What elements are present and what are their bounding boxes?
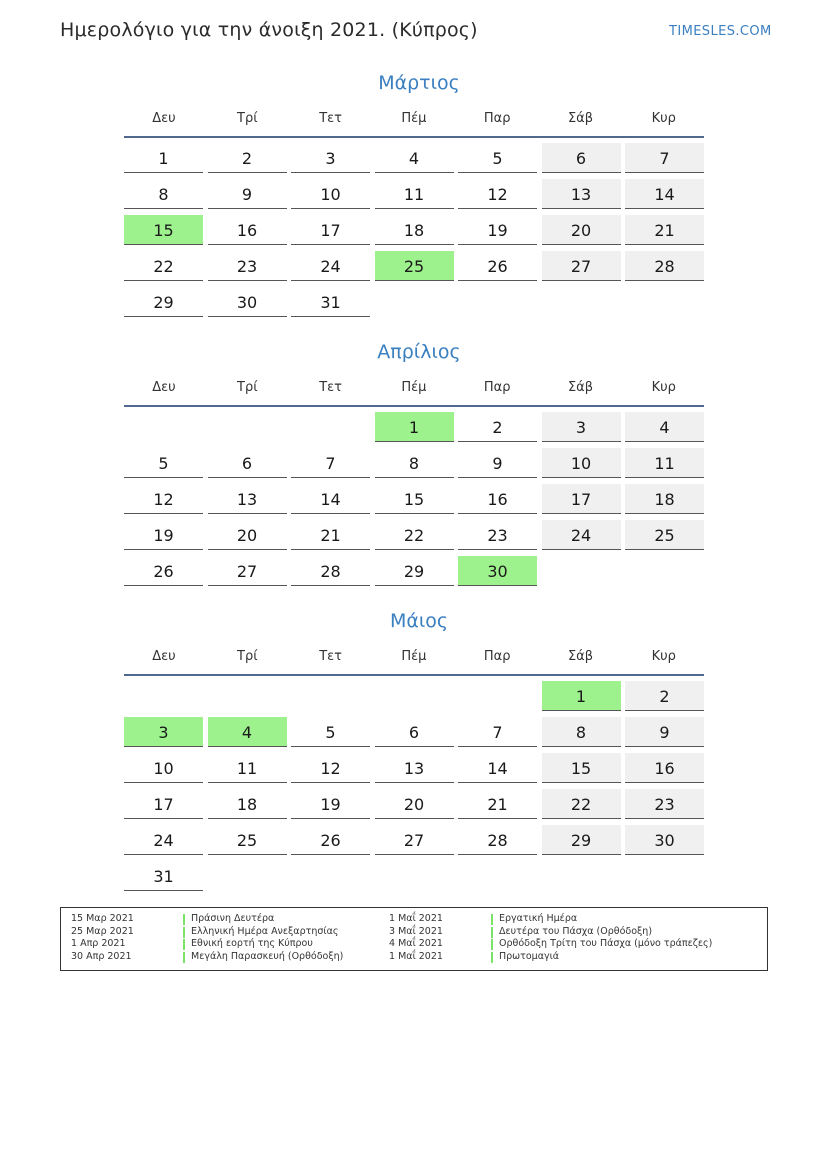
empty-day-cell xyxy=(542,556,621,585)
weekday-label: Σάβ xyxy=(567,380,594,395)
legend-holiday-name: Ορθόδοξη Τρίτη του Πάσχα (μόνο τράπεζες) xyxy=(499,938,713,950)
empty-day-cell xyxy=(375,861,454,890)
legend-marker xyxy=(183,914,185,925)
legend-marker xyxy=(491,927,493,938)
day-cell: 18 xyxy=(375,215,454,245)
empty-day-cell xyxy=(625,556,704,585)
legend-date: 15 Μαρ 2021 xyxy=(71,913,134,924)
empty-day-cell xyxy=(458,861,537,890)
month-calendar xyxy=(124,337,704,586)
brand-link[interactable]: TIMESLES.COM xyxy=(669,24,772,39)
day-cell: 15 xyxy=(124,215,203,245)
day-cell: 19 xyxy=(124,520,203,550)
weekday-label: Σάβ xyxy=(567,111,594,126)
empty-day-cell xyxy=(625,287,704,316)
day-cell: 1 xyxy=(542,681,621,711)
day-cell: 17 xyxy=(124,789,203,819)
day-cell: 12 xyxy=(291,753,370,783)
day-cell: 30 xyxy=(208,287,287,317)
empty-day-cell xyxy=(291,681,370,710)
day-cell: 28 xyxy=(291,556,370,586)
weekday-label: Πέμ xyxy=(401,649,427,664)
empty-day-cell xyxy=(375,681,454,710)
weekday-label: Δευ xyxy=(152,380,176,395)
legend-row xyxy=(389,938,759,951)
legend-row xyxy=(389,926,759,939)
day-grid xyxy=(124,143,704,317)
day-cell: 11 xyxy=(375,179,454,209)
day-cell: 25 xyxy=(208,825,287,855)
day-cell: 2 xyxy=(625,681,704,711)
legend-marker xyxy=(183,939,185,950)
day-cell: 9 xyxy=(458,448,537,478)
day-cell: 28 xyxy=(458,825,537,855)
legend-marker xyxy=(491,914,493,925)
day-cell: 10 xyxy=(291,179,370,209)
day-cell: 21 xyxy=(458,789,537,819)
day-cell: 12 xyxy=(458,179,537,209)
legend-date: 1 Μαΐ 2021 xyxy=(389,913,443,924)
day-cell: 31 xyxy=(124,861,203,891)
day-cell: 23 xyxy=(625,789,704,819)
day-cell: 19 xyxy=(458,215,537,245)
day-cell: 14 xyxy=(458,753,537,783)
day-cell: 13 xyxy=(375,753,454,783)
weekday-label: Τετ xyxy=(319,649,342,664)
day-cell: 22 xyxy=(124,251,203,281)
month-calendar xyxy=(124,606,704,891)
day-cell: 8 xyxy=(124,179,203,209)
empty-day-cell xyxy=(291,412,370,441)
day-grid xyxy=(124,412,704,586)
day-cell: 27 xyxy=(542,251,621,281)
legend-marker xyxy=(183,952,185,963)
legend-row xyxy=(71,951,371,964)
weekday-label: Σάβ xyxy=(567,649,594,664)
day-cell: 20 xyxy=(375,789,454,819)
empty-day-cell xyxy=(208,861,287,890)
day-cell: 4 xyxy=(375,143,454,173)
weekday-label: Κυρ xyxy=(651,111,676,126)
day-cell: 29 xyxy=(124,287,203,317)
legend-date: 30 Απρ 2021 xyxy=(71,951,132,963)
day-cell: 18 xyxy=(208,789,287,819)
day-cell: 5 xyxy=(458,143,537,173)
day-cell: 21 xyxy=(291,520,370,550)
legend-marker xyxy=(491,952,493,963)
month-name: Μάιος xyxy=(389,610,449,632)
day-cell: 22 xyxy=(375,520,454,550)
day-cell: 20 xyxy=(542,215,621,245)
day-cell: 12 xyxy=(124,484,203,514)
day-cell: 22 xyxy=(542,789,621,819)
month-name: Μάρτιος xyxy=(378,72,460,94)
empty-day-cell xyxy=(542,287,621,316)
day-cell: 3 xyxy=(542,412,621,442)
month-calendar xyxy=(124,68,704,317)
legend-date: 25 Μαρ 2021 xyxy=(71,925,134,937)
weekday-label: Τρί xyxy=(237,111,258,126)
day-cell: 11 xyxy=(208,753,287,783)
day-cell: 17 xyxy=(542,484,621,514)
day-cell: 16 xyxy=(458,484,537,514)
weekday-label: Κυρ xyxy=(651,380,676,395)
day-cell: 19 xyxy=(291,789,370,819)
weekday-label: Παρ xyxy=(483,380,511,395)
empty-day-cell xyxy=(458,287,537,316)
day-cell: 11 xyxy=(625,448,704,478)
weekday-label: Πέμ xyxy=(401,380,427,395)
weekday-header xyxy=(124,108,704,138)
month-name: Απρίλιος xyxy=(377,341,461,363)
weekday-label: Κυρ xyxy=(651,649,676,664)
day-cell: 13 xyxy=(208,484,287,514)
day-cell: 27 xyxy=(375,825,454,855)
day-cell: 6 xyxy=(375,717,454,747)
day-cell: 23 xyxy=(208,251,287,281)
day-cell: 2 xyxy=(458,412,537,442)
day-cell: 14 xyxy=(291,484,370,514)
day-cell: 24 xyxy=(542,520,621,550)
weekday-label: Τρί xyxy=(237,649,258,664)
weekday-label: Δευ xyxy=(152,111,176,126)
day-cell: 1 xyxy=(375,412,454,442)
day-cell: 5 xyxy=(291,717,370,747)
page-title: Ημερολόγιο για την άνοιξη 2021. (Κύπρος) xyxy=(60,19,478,41)
legend-date: 1 Απρ 2021 xyxy=(71,938,126,950)
day-grid xyxy=(124,681,704,891)
day-cell: 15 xyxy=(542,753,621,783)
empty-day-cell xyxy=(208,412,287,441)
day-cell: 26 xyxy=(458,251,537,281)
empty-day-cell xyxy=(124,681,203,710)
day-cell: 20 xyxy=(208,520,287,550)
legend-holiday-name: Δευτέρα του Πάσχα (Ορθόδοξη) xyxy=(499,925,653,937)
empty-day-cell xyxy=(375,287,454,316)
day-cell: 6 xyxy=(542,143,621,173)
day-cell: 9 xyxy=(208,179,287,209)
legend-row xyxy=(71,938,371,951)
day-cell: 3 xyxy=(291,143,370,173)
weekday-label: Παρ xyxy=(483,111,511,126)
day-cell: 18 xyxy=(625,484,704,514)
legend-column-left xyxy=(71,913,371,964)
day-cell: 10 xyxy=(124,753,203,783)
day-cell: 5 xyxy=(124,448,203,478)
weekday-header xyxy=(124,377,704,407)
day-cell: 6 xyxy=(208,448,287,478)
day-cell: 9 xyxy=(625,717,704,747)
day-cell: 4 xyxy=(625,412,704,442)
day-cell: 28 xyxy=(625,251,704,281)
day-cell: 24 xyxy=(124,825,203,855)
empty-day-cell xyxy=(291,861,370,890)
day-cell: 16 xyxy=(208,215,287,245)
weekday-label: Τρί xyxy=(237,380,258,395)
empty-day-cell xyxy=(458,681,537,710)
day-cell: 1 xyxy=(124,143,203,173)
day-cell: 24 xyxy=(291,251,370,281)
day-cell: 30 xyxy=(458,556,537,586)
legend-holiday-name: Εργατική Ημέρα xyxy=(499,913,578,924)
day-cell: 4 xyxy=(208,717,287,747)
legend-row xyxy=(71,913,371,926)
weekday-label: Παρ xyxy=(483,649,511,664)
legend-row xyxy=(389,913,759,926)
legend-holiday-name: Ελληνική Ημέρα Ανεξαρτησίας xyxy=(191,925,339,937)
weekday-header xyxy=(124,646,704,676)
day-cell: 8 xyxy=(542,717,621,747)
legend-date: 4 Μαΐ 2021 xyxy=(389,938,443,950)
legend-marker xyxy=(183,927,185,938)
day-cell: 27 xyxy=(208,556,287,586)
day-cell: 10 xyxy=(542,448,621,478)
day-cell: 17 xyxy=(291,215,370,245)
day-cell: 26 xyxy=(124,556,203,586)
weekday-label: Τετ xyxy=(319,111,342,126)
day-cell: 29 xyxy=(375,556,454,586)
day-cell: 25 xyxy=(375,251,454,281)
empty-day-cell xyxy=(625,861,704,890)
day-cell: 14 xyxy=(625,179,704,209)
day-cell: 7 xyxy=(625,143,704,173)
day-cell: 15 xyxy=(375,484,454,514)
day-cell: 26 xyxy=(291,825,370,855)
day-cell: 29 xyxy=(542,825,621,855)
legend-marker xyxy=(491,939,493,950)
day-cell: 31 xyxy=(291,287,370,317)
day-cell: 8 xyxy=(375,448,454,478)
weekday-label: Τετ xyxy=(319,380,342,395)
weekday-label: Δευ xyxy=(152,649,176,664)
day-cell: 23 xyxy=(458,520,537,550)
legend-row xyxy=(71,926,371,939)
day-cell: 7 xyxy=(291,448,370,478)
day-cell: 2 xyxy=(208,143,287,173)
day-cell: 7 xyxy=(458,717,537,747)
day-cell: 25 xyxy=(625,520,704,550)
day-cell: 30 xyxy=(625,825,704,855)
day-cell: 16 xyxy=(625,753,704,783)
legend-holiday-name: Εθνική εορτή της Κύπρου xyxy=(191,938,313,950)
weekday-label: Πέμ xyxy=(401,111,427,126)
legend-column-right xyxy=(389,913,759,964)
legend-date: 3 Μαΐ 2021 xyxy=(389,925,443,937)
legend-date: 1 Μαΐ 2021 xyxy=(389,951,443,963)
legend-holiday-name: Πράσινη Δευτέρα xyxy=(191,913,275,924)
legend-row xyxy=(389,951,759,964)
empty-day-cell xyxy=(542,861,621,890)
day-cell: 13 xyxy=(542,179,621,209)
empty-day-cell xyxy=(124,412,203,441)
day-cell: 3 xyxy=(124,717,203,747)
legend-holiday-name: Πρωτομαγιά xyxy=(499,951,560,963)
empty-day-cell xyxy=(208,681,287,710)
legend-holiday-name: Μεγάλη Παρασκευή (Ορθόδοξη) xyxy=(191,951,344,963)
holiday-legend xyxy=(60,907,768,971)
day-cell: 21 xyxy=(625,215,704,245)
